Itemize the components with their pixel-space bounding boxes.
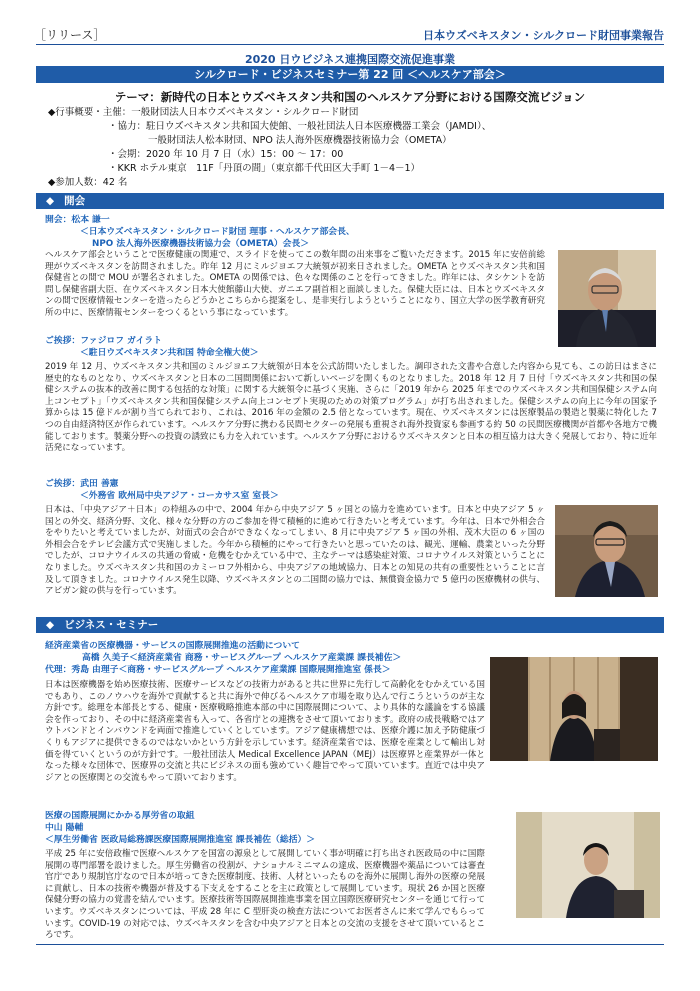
release-label: ［リリース］ <box>34 28 106 42</box>
business-item2-body: 平成 25 年に安倍政権で医療ヘルスケアを国富の源泉として展開していく事が明確に打ち出され医政局の中に国際展開の専門部署を設けました。厚生労働省の役割が、ナショナルミニマムの達成、医療機器や薬品については審査官庁であり規制官庁なので日本が培ってきた医療制度、技術、人材といったものを海外に展開し海外の医療の発展に貢献し、日本の技術や機器が普及する下支えをすることを主に政策として展開しています。現状 26 か国と医療保健分野の協力の覚書を結んでいます。医療技術等国際展開推進事業を国立国際医療研究センターを通じて行っています。ウズベキスタンについては、平成 28 年に C 型肝炎の検査方法についてお医者さんに来て学んでもらっています。COVID-19 の対応では、ウズベキスタンを含む中央アジアと日本との交流の支援をさせて頂いているところです。 <box>45 849 485 941</box>
overview-venue: ・KKR ホテル東京 11F「丹頂の間」（東京都千代田区大手町 1－4－1） <box>108 163 421 174</box>
section-opening-label: 開会 <box>64 195 86 207</box>
speaker2-title: ＜駐日ウズベキスタン共和国 特命全権大使＞ <box>80 348 259 358</box>
speaker3-name: ご挨拶：武田 善憲 <box>45 479 119 489</box>
section-opening <box>36 193 664 209</box>
speaker2-body: 2019 年 12 月、ウズベキスタン共和国のミルジヨエフ大統領が日本を公式訪問いたしました。調印された文書や合意した内容から見ても、この訪日はまさに歴史的なものとなり、ウズベキスタンと日本の二国間関係において新しいページを開くものとなりました。2018 年 12 月 7 日付「ウズベキスタン共和国の保健システムの抜本的改善に関する包括的な対策」に関する大統領令に基づく実施、さらに「2019 年から 2025 年までのウズベキスタン共和国保健システム向上コンセプト」「ウズベキスタン共和国保健システム向上コンセプト実現のための対策プログラム」が打ち出されました。保健システムの向上に今年の国家予算からは 15 億ドルが割り当てられており、これは、2016 年の金額の 2.5 倍となっています。現在、ウズベキスタンには医療製品の製造と製薬に特化した 7 つの自由経済特区が作られています。ヘルスケア分野に携わる民間セクターの発展も重視され海外投資家も参画する約 50 の民間医療機関が首都や各地方で機能しております。製薬分野への投資の誘致にも力を入れています。ヘルスケア分野におけるウズベキスタンと日本の相互協力は大きく発展しており、特に近年活発になっています。 <box>45 362 657 454</box>
overview-cooperation-cont: 一般財団法人松本財団、NPO 法人海外医療機器技術協力会（OMETA） <box>148 135 452 146</box>
report-title: 日本ウズベキスタン・シルクロード財団事業報告 <box>423 29 664 42</box>
business-item1-heading: 経済産業省の医療機器・サービスの国際展開推進の活動について <box>45 641 300 651</box>
business-item2-name: 中山 陽輔 <box>45 823 84 833</box>
seminar-banner: シルクロード・ビジネスセミナー第 22 回 ＜ヘルスケア部会＞ <box>36 66 664 83</box>
diamond-icon: ◆ <box>46 195 55 207</box>
section-business <box>36 617 664 633</box>
business-item1-speaker: 高橋 久美子＜経済産業省 商務・サービスグループ ヘルスケア産業課 課長補佐＞ <box>82 653 402 663</box>
speaker3-photo <box>555 505 658 597</box>
section-business-label: ビジネス・セミナー <box>64 619 159 631</box>
speaker1-photo <box>558 250 656 347</box>
diamond-icon: ◆ <box>46 619 55 631</box>
project-title: 2020 日ウビジネス連携国際交流促進事業 <box>244 53 456 66</box>
speaker3-body: 日本は、「中央アジア＋日本」の枠組みの中で、2004 年から中央アジア 5 ヶ国との協力を進めています。日本と中央アジア 5 ヶ国との外交、経済分野、文化、様々な分野の方のご参加を得て積極的に進めて行きたいと考えています。今年は、日本で外相会合をやりたいと考えていましたが、対面式の会合ができなくなってしまい、8 月に中央アジア 5 ヶ国の外相、茂木大臣の 6 ヶ国の外相会合をテレビ会議方式で実施しました。今年から積極的にやって行きたいと思っていたのは、観光、運輸、農業といった分野でしたが、コロナウイルスの共通の脅威・危機をむかえている中で、主なテーマは感染症対策、コロナウイルス対策ということになりました。ウズベキスタン共和国のカミーロフ外相から、中央アジアの地域協力、日本との知見の共有の重要性ということに言及して頂きました。コロナウイルス発生以降、ウズベキスタンとの二国間の協力では、無償資金協力で 5 億円の医療機材の供与、アビガン錠の供与を行っています。 <box>45 505 545 597</box>
business-item2-title: ＜厚生労働省 医政局総務課医療国際展開推進室 課長補佐（総括）＞ <box>45 835 316 845</box>
speaker1-title: ＜日本ウズベキスタン・シルクロード財団 理事・ヘルスケア部会長、 <box>80 227 355 237</box>
theme-heading: テーマ：新時代の日本とウズベキスタン共和国のヘルスケア分野における国際交流ビジョン <box>114 90 586 104</box>
header-divider <box>36 44 664 45</box>
footer-divider <box>36 944 664 945</box>
business-item2-photo <box>516 812 660 918</box>
business-item1-body: 日本は医療機器を始め医療技術、医療サービスなどの技術力があると共に世界に先行して高齢化をむかえている国でもあり、このノウハウを海外で貢献すると共に海外で伸びるヘルスケア市場を取り込んで行こうというのが主な方針です。総理を本部長とする、健康・医療戦略推進本部の中に国際展開について、より具体的な議論をする協議会を作っており、その中に経済産業省も入って、各省庁との連携をさせて頂いております。政府の成長戦略ではアウトバンドとインバウンドを両面で推進していくとしています。アジア健康構想では、医療介護に加え予防健康づくりもアジアに提供できるのではないかという方針を示しています。経済産業省では、医療を産業として輸出し対価を得ていくというのが方針です。一般社団法人 Medical Excellence JAPAN（MEJ）は医療界と産業界が一体となった様々な団体で、医療界の交流と共にビジネスの面も強めていく趣旨でやって頂いています。直近では中央アジアとの医療関との交流もやって頂いております。 <box>45 680 485 783</box>
business-item1-photo <box>490 657 658 761</box>
speaker1-body: ヘルスケア部会ということで医療健康の関連で、スライドを使ってこの数年間の出来事をご覧いただきます。2015 年に安倍前総理がウズベキスタンを訪問されました。昨年 12 月にミルジヨエフ大統領が初来日されました。OMETA とウズベキスタン共和国保健省との間で MOU が署名されました。OMETA の関係では、色々な関係のことを行ってきました。昨年には、タシケントを訪問し保健省副大臣、在ウズベキスタン日本大使館藤山大使、ガニエフ副首相と面談しました。保健大臣には、日本とウズベキスタンの間で医療情報センターを造ったらどうかとこちらから提案をし、是非実行しようということになり、国立大学の医学教育研究所の中に、医療情報センターをつくるという事になっています。 <box>45 250 545 318</box>
overview-date: ・会期：2020 年 10 月 7 日（水）15：00 ～ 17：00 <box>108 149 344 160</box>
speaker2-name: ご挨拶：ファジロフ ガイラト <box>45 336 162 346</box>
overview-attendance: ◆参加人数：42 名 <box>48 177 128 188</box>
speaker1-title-cont: NPO 法人海外医療機器技術協力会（OMETA）会長＞ <box>92 239 310 249</box>
business-item1-proxy: 代理：秀島 由理子＜商務・サービスグループ ヘルスケア産業課 国際展開推進室 係長＞ <box>45 665 391 675</box>
speaker3-title: ＜外務省 欧州局中央アジア・コーカサス室 室長＞ <box>80 491 279 501</box>
overview-cooperation: ・協力：駐日ウズベキスタン共和国大使館、一般社団法人日本医療機器工業会（JAMDI）、 <box>108 121 492 132</box>
overview-organizer: ◆行事概要・主催：一般財団法人日本ウズベキスタン・シルクロード財団 <box>48 107 359 118</box>
speaker1-name: 開会：松本 謙一 <box>45 215 110 225</box>
business-item2-heading: 医療の国際展開にかかる厚労省の取組 <box>45 811 195 821</box>
